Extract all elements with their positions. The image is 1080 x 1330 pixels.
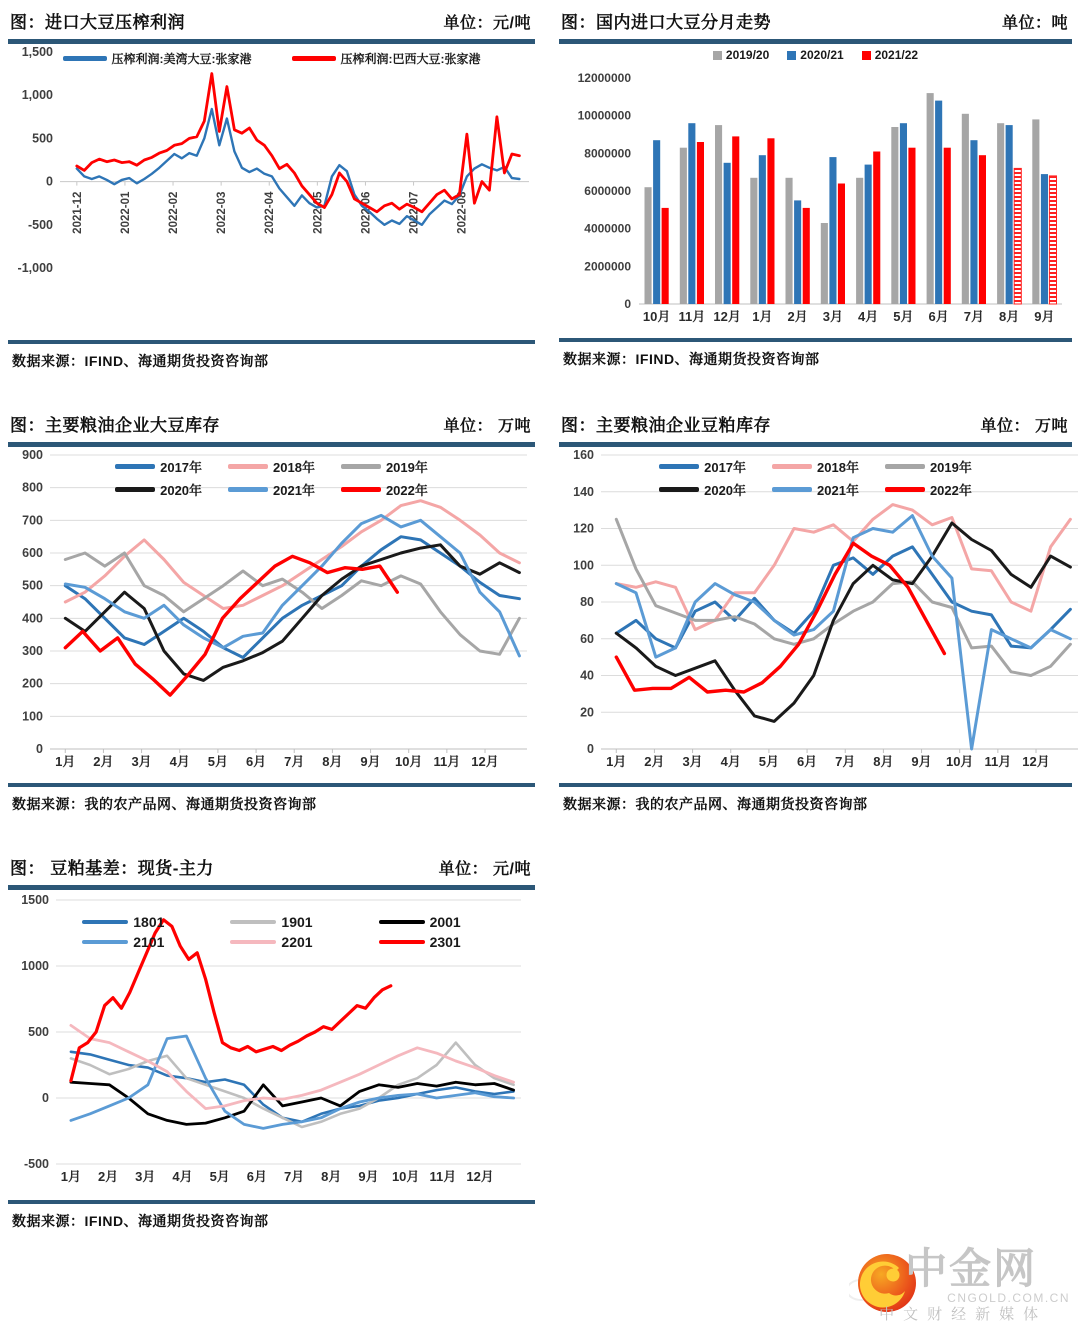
legend-label: 压榨利润:美湾大豆:张家港 [111, 52, 252, 66]
bar-chart-canvas [559, 44, 1072, 334]
legend-label: 2017年 [160, 460, 203, 475]
svg-text:-500: -500 [27, 217, 53, 232]
legend-label: 2018年 [273, 460, 315, 475]
svg-text:2月: 2月 [93, 754, 114, 769]
svg-text:2022-07: 2022-07 [408, 191, 421, 234]
svg-text:5月: 5月 [893, 309, 914, 324]
line-chart-canvas [8, 447, 535, 779]
svg-text:2022-03: 2022-03 [216, 191, 229, 234]
svg-text:10000000: 10000000 [577, 108, 631, 123]
svg-text:5月: 5月 [758, 754, 780, 769]
svg-text:600: 600 [22, 546, 43, 560]
svg-text:11月: 11月 [429, 1169, 457, 1184]
svg-text:4月: 4月 [858, 309, 879, 324]
svg-text:2022-06: 2022-06 [360, 191, 373, 234]
svg-text:2022-05: 2022-05 [312, 191, 325, 234]
svg-text:7月: 7月 [835, 754, 856, 769]
legend-label: 2020年 [704, 483, 747, 498]
svg-text:140: 140 [573, 484, 594, 499]
chart-unit: 单位：吨 [1001, 15, 1068, 32]
svg-text:120: 120 [573, 521, 594, 536]
svg-text:8000000: 8000000 [584, 146, 631, 161]
legend-label: 2020/21 [800, 48, 844, 62]
svg-text:12月: 12月 [1022, 754, 1050, 769]
svg-text:3月: 3月 [131, 754, 152, 769]
legend-label: 2019年 [385, 460, 428, 475]
svg-text:500: 500 [22, 578, 43, 593]
svg-text:6月: 6月 [245, 754, 267, 769]
source-note: 数据来源：我的农产品网、海通期货投资咨询部 [8, 783, 535, 816]
legend-label: 2021/22 [874, 48, 919, 62]
chart-title: 图： 豆粕基差：现货-主力 [10, 859, 214, 878]
svg-text:3月: 3月 [682, 754, 703, 769]
svg-text:1月: 1月 [606, 754, 627, 769]
svg-text:0: 0 [46, 174, 53, 189]
svg-text:0: 0 [36, 742, 43, 756]
svg-text:100: 100 [22, 709, 43, 724]
chart-unit: 单位：元/吨 [443, 15, 531, 32]
legend-label: 2020年 [160, 483, 203, 498]
svg-text:5月: 5月 [209, 1169, 230, 1184]
svg-text:0: 0 [587, 742, 594, 756]
svg-text:10月: 10月 [391, 1169, 420, 1184]
svg-text:1月: 1月 [55, 754, 76, 769]
chart-panel-soymeal-basis [8, 850, 535, 1233]
svg-text:2022-01: 2022-01 [119, 191, 132, 234]
svg-text:4月: 4月 [172, 1169, 193, 1184]
legend-label: 2201 [281, 934, 313, 950]
svg-text:7月: 7月 [284, 754, 305, 769]
svg-text:60: 60 [580, 631, 594, 646]
legend-label: 2017年 [704, 460, 747, 475]
chart-figure [559, 44, 1072, 334]
svg-text:7月: 7月 [283, 1169, 305, 1184]
svg-text:8月: 8月 [873, 754, 894, 769]
svg-text:10月: 10月 [394, 754, 423, 769]
svg-text:9月: 9月 [358, 1169, 379, 1184]
svg-text:6月: 6月 [796, 754, 818, 769]
source-note: 数据来源：IFIND、海通期货投资咨询部 [8, 1200, 535, 1233]
svg-text:0: 0 [624, 297, 631, 311]
svg-text:2022-08: 2022-08 [456, 191, 469, 234]
svg-text:4000000: 4000000 [584, 221, 631, 236]
chart-title: 图：进口大豆压榨利润 [10, 13, 185, 32]
svg-text:6月: 6月 [928, 309, 949, 324]
watermark-text [879, 1245, 1070, 1323]
line-chart-canvas [8, 890, 535, 1196]
source-note: 数据来源：IFIND、海通期货投资咨询部 [8, 340, 535, 373]
svg-text:1,000: 1,000 [21, 88, 53, 103]
svg-text:160: 160 [573, 448, 594, 462]
svg-text:200: 200 [22, 676, 43, 691]
chart-panel-soybean-stock [8, 407, 535, 816]
svg-text:1月: 1月 [752, 309, 773, 324]
svg-text:2000000: 2000000 [584, 259, 631, 274]
svg-text:100: 100 [573, 558, 594, 573]
svg-text:12月: 12月 [466, 1169, 494, 1184]
svg-text:800: 800 [22, 480, 43, 495]
chart-figure [8, 44, 535, 336]
svg-text:1500: 1500 [21, 893, 49, 907]
svg-text:40: 40 [580, 668, 594, 683]
svg-text:1,500: 1,500 [21, 45, 53, 59]
legend-label: 2019年 [929, 460, 972, 475]
legend-label: 压榨利润:巴西大豆:张家港 [340, 52, 481, 66]
svg-text:3月: 3月 [822, 309, 843, 324]
svg-text:11月: 11月 [433, 754, 461, 769]
chart-unit: 单位： 元/吨 [438, 861, 531, 878]
chart-figure [559, 447, 1072, 779]
svg-text:3月: 3月 [135, 1169, 156, 1184]
svg-text:2月: 2月 [644, 754, 665, 769]
svg-text:5月: 5月 [207, 754, 229, 769]
svg-text:7月: 7月 [963, 309, 984, 324]
chart-panel-import-monthly [559, 4, 1072, 373]
chart-figure [8, 447, 535, 779]
line-chart-canvas [559, 447, 1080, 779]
legend-label: 2001 [429, 914, 461, 930]
chart-title: 图：主要粮油企业豆粕库存 [561, 416, 771, 435]
legend-label: 2101 [133, 934, 165, 950]
chart-panel-crush-profit [8, 4, 535, 373]
svg-text:300: 300 [22, 644, 43, 658]
svg-text:12000000: 12000000 [577, 71, 631, 85]
svg-text:500: 500 [32, 131, 53, 146]
legend-label: 2022年 [385, 483, 428, 498]
svg-text:8月: 8月 [321, 1169, 342, 1184]
svg-text:2022-02: 2022-02 [168, 191, 181, 234]
chart-figure [8, 890, 535, 1196]
svg-text:11月: 11月 [984, 754, 1012, 769]
svg-text:1000: 1000 [21, 959, 49, 973]
svg-text:700: 700 [22, 513, 43, 528]
svg-text:4月: 4月 [169, 754, 190, 769]
svg-text:12月: 12月 [713, 309, 741, 324]
svg-text:900: 900 [22, 448, 43, 462]
svg-text:2月: 2月 [787, 309, 808, 324]
watermark [849, 1245, 1070, 1323]
legend-label: 2301 [429, 934, 461, 950]
chart-unit: 单位： 万吨 [443, 418, 531, 435]
svg-text:10月: 10月 [945, 754, 974, 769]
svg-text:400: 400 [22, 611, 43, 626]
legend-label: 2022年 [929, 483, 972, 498]
chart-title: 图：国内进口大豆分月走势 [561, 13, 771, 32]
svg-text:6月: 6月 [246, 1169, 267, 1184]
source-note: 数据来源：我的农产品网、海通期货投资咨询部 [559, 783, 1072, 816]
svg-text:10月: 10月 [642, 309, 671, 324]
svg-text:500: 500 [28, 1025, 49, 1039]
svg-text:4月: 4月 [720, 754, 741, 769]
brand-tagline: 中文财经新媒体 [879, 1306, 1048, 1323]
svg-text:9月: 9月 [911, 754, 932, 769]
svg-text:2月: 2月 [97, 1169, 119, 1184]
source-note: 数据来源：IFIND、海通期货投资咨询部 [559, 338, 1072, 371]
svg-text:0: 0 [42, 1091, 49, 1105]
chart-title: 图：主要粮油企业大豆库存 [10, 416, 220, 435]
svg-text:2021-12: 2021-12 [71, 191, 84, 234]
line-chart-canvas [8, 44, 535, 336]
svg-text:-500: -500 [23, 1157, 49, 1171]
svg-text:9月: 9月 [1034, 309, 1055, 324]
svg-text:-1,000: -1,000 [17, 261, 53, 275]
legend-label: 1801 [133, 914, 165, 930]
svg-text:6000000: 6000000 [584, 184, 631, 198]
chart-unit: 单位： 万吨 [980, 418, 1068, 435]
chart-panel-soymeal-stock [559, 407, 1072, 816]
svg-text:11月: 11月 [678, 309, 706, 324]
legend-label: 2021年 [273, 483, 315, 498]
brand-name: 中金网 [905, 1245, 1038, 1292]
svg-text:80: 80 [580, 595, 594, 609]
svg-text:8月: 8月 [999, 309, 1020, 324]
legend-label: 2021年 [817, 483, 859, 498]
legend-label: 2019/20 [725, 48, 770, 62]
svg-text:9月: 9月 [360, 754, 381, 769]
legend-label: 2018年 [817, 460, 859, 475]
brand-domain: CNGOLD.COM.CN [947, 1291, 1070, 1305]
legend-label: 1901 [281, 914, 313, 930]
svg-text:1月: 1月 [60, 1169, 81, 1184]
svg-text:8月: 8月 [322, 754, 343, 769]
svg-text:2022-04: 2022-04 [264, 191, 277, 234]
svg-text:20: 20 [580, 705, 594, 720]
svg-text:12月: 12月 [471, 754, 499, 769]
